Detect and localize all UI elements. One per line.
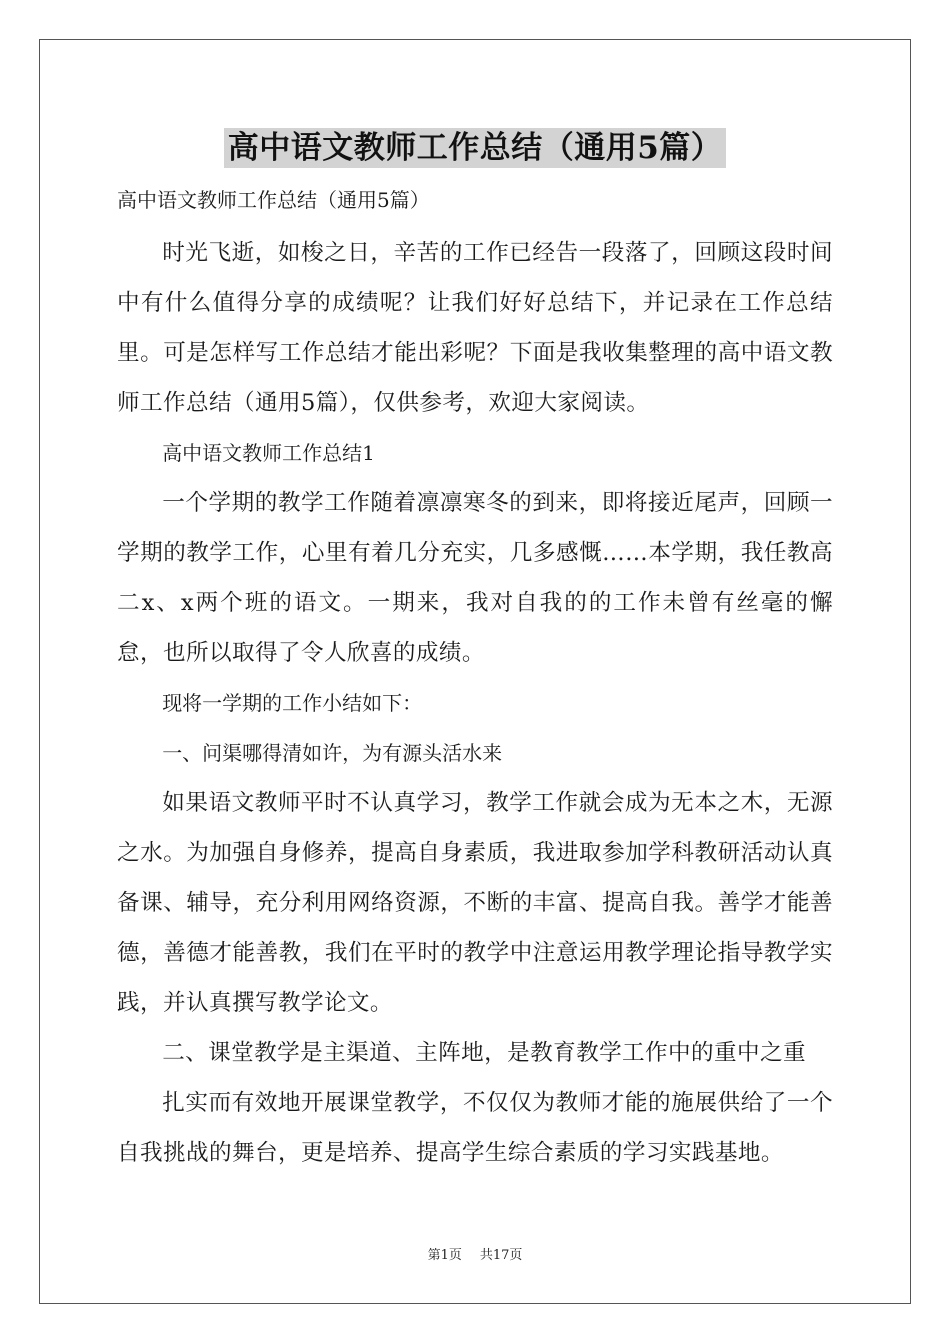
document-title: 高中语文教师工作总结（通用5篇） xyxy=(224,128,727,168)
document-body xyxy=(117,180,833,1178)
section-heading-1: 高中语文教师工作总结1 xyxy=(162,441,375,465)
subheading-1: 一、问渠哪得清如许，为有源头活水来 xyxy=(162,741,503,765)
subheading-2: 二、课堂教学是主渠道、主阵地，是教育教学工作中的重中之重 xyxy=(162,1040,807,1066)
page-footer xyxy=(0,1244,950,1263)
body-paragraph: 一个学期的教学工作随着凛凛寒冬的到来，即将接近尾声，回顾一学期的教学工作，心里有着几分充实，几多感慨……本学期，我任教高二x、x两个班的语文。一期来，我对自我的的工作未曾有丝毫的懈怠，也所以取得了令人欣喜的成绩。 xyxy=(117,490,833,666)
document-subtitle: 高中语文教师工作总结（通用5篇） xyxy=(117,188,430,212)
page-total: 共17页 xyxy=(479,1248,523,1263)
title-container xyxy=(0,128,950,168)
body-paragraph: 如果语文教师平时不认真学习，教学工作就会成为无本之木，无源之水。为加强自身修养，提高自身素质，我进取参加学科教研活动认真备课、辅导，充分利用网络资源，不断的丰富、提高自我。善学才能善德，善德才能善教，我们在平时的教学中注意运用教学理论指导教学实践，并认真撰写教学论文。 xyxy=(117,790,833,1016)
summary-intro-line: 现将一学期的工作小结如下： xyxy=(162,691,423,715)
page-number: 第1页 xyxy=(427,1248,462,1263)
body-paragraph: 扎实而有效地开展课堂教学，不仅仅为教师才能的施展供给了一个自我挑战的舞台，更是培养、提高学生综合素质的学习实践基地。 xyxy=(117,1090,833,1166)
intro-paragraph: 时光飞逝，如梭之日，辛苦的工作已经告一段落了，回顾这段时间中有什么值得分享的成绩呢？让我们好好总结下，并记录在工作总结里。可是怎样写工作总结才能出彩呢？下面是我收集整理的高中语文教师工作总结（通用5篇），仅供参考，欢迎大家阅读。 xyxy=(117,240,833,416)
